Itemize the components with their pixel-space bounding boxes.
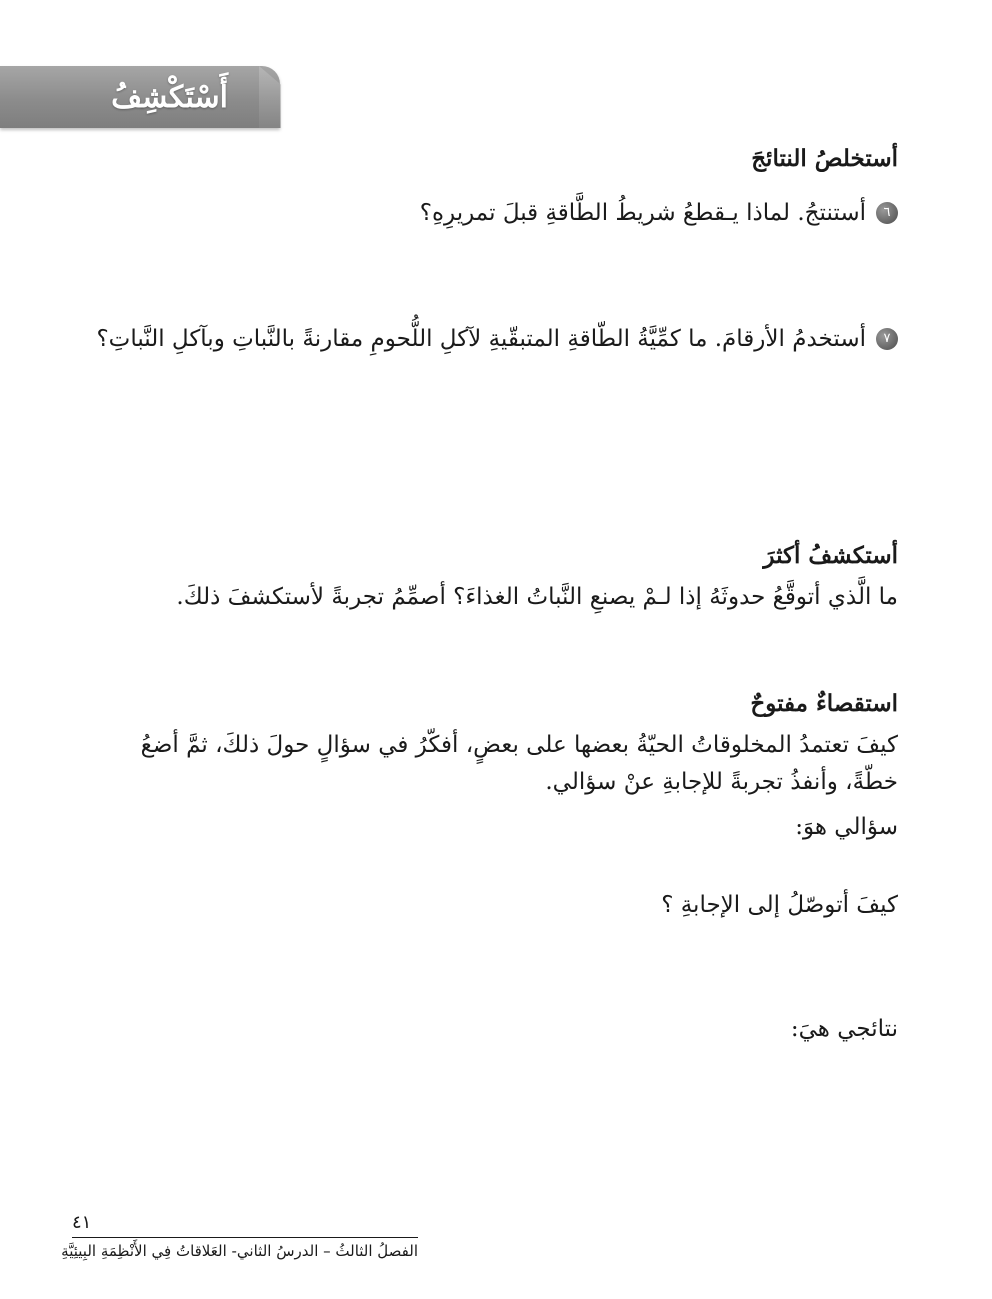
open-inquiry-line-2: خطّةً، وأنفذُ تجربةً للإجابةِ عنْ سؤالي.: [545, 769, 898, 795]
page-number: ٤١: [72, 1212, 92, 1233]
explore-more-text: ما الَّذي أتوقَّعُ حدوثَهُ إذا لـمْ يصنعِ النَّباتُ الغذاءَ؟ أصمِّمُ تجربةً لأستكشفَ ذلكَ.: [176, 584, 898, 610]
question-text: أستخدمُ الأرقامَ. ما كمِّيَّةُ الطّاقةِ المتبقّيةِ لآكلِ اللُّحومِ مقارنةً بالنَّباتِ وبآكلِ النَّباتِ؟: [96, 326, 866, 352]
open-inquiry-heading: استقصاءٌ مفتوحٌ: [750, 690, 898, 717]
my-question-label: سؤالي هوَ:: [795, 814, 898, 840]
footer-divider: [72, 1237, 418, 1238]
question-text: أستنتجُ. لماذا يـقطعُ شريطُ الطَّاقةِ قبلَ تمريرِهِ؟: [419, 200, 866, 226]
question-number-badge: ٦: [876, 202, 898, 224]
explore-more-heading: أستكشفُ أكثرَ: [763, 542, 898, 569]
question-number-badge: ٧: [876, 328, 898, 350]
conclusions-heading: أستخلصُ النتائجَ: [751, 145, 898, 172]
question-7: [96, 322, 898, 356]
open-inquiry-line-1: كيفَ تعتمدُ المخلوقاتُ الحيّةُ بعضها على بعضٍ، أفكّرُ في سؤالٍ حولَ ذلكَ، ثمَّ أضعُ: [140, 732, 898, 758]
question-6: [420, 196, 898, 230]
my-results-label: نتائجي هيَ:: [790, 1016, 898, 1042]
how-to-answer-label: كيفَ أتوصّلُ إلى الإجابةِ ؟: [661, 892, 898, 918]
chapter-lesson-title: الفصلُ الثالثُ – الدرسُ الثاني- العَلاقاتُ فِي الأَنْظِمَةِ البِيئِيَّةِ: [61, 1242, 418, 1260]
banner-title: أَسْتَكْشِفُ: [111, 80, 228, 115]
section-banner: [0, 66, 280, 128]
